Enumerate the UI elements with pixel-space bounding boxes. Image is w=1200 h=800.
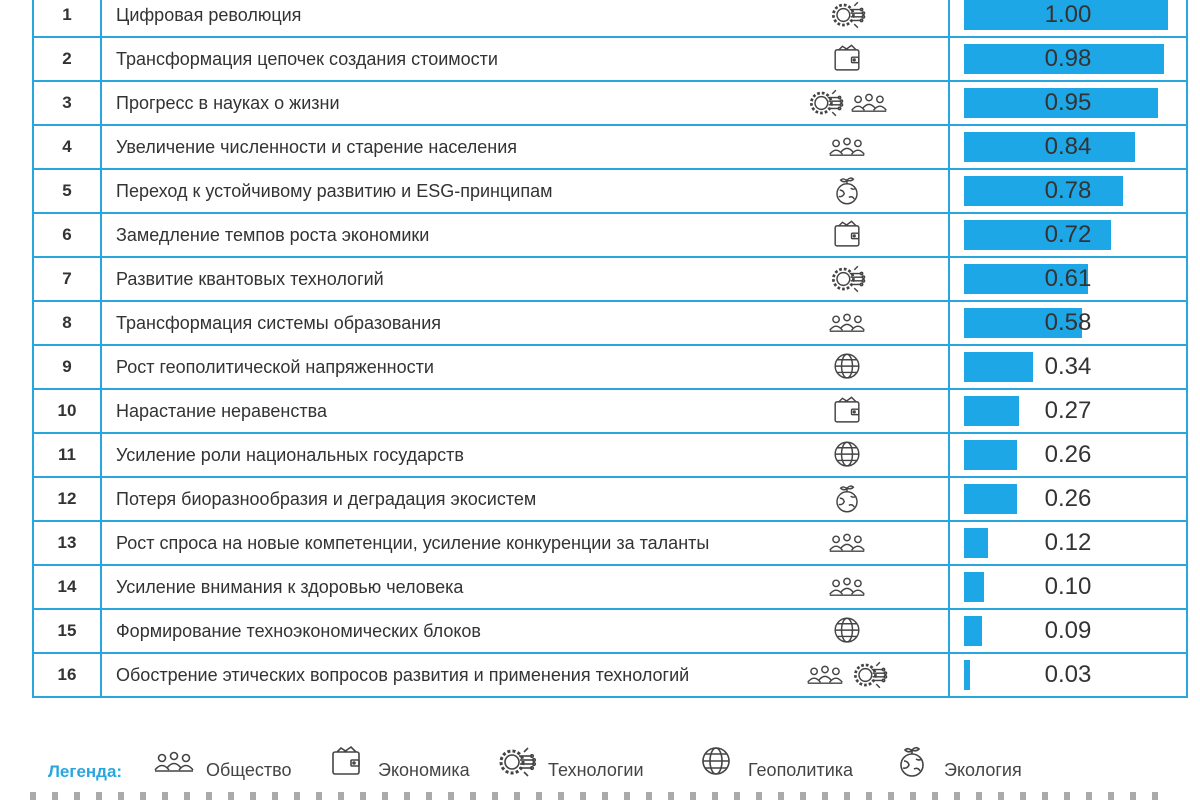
value-bar xyxy=(964,220,1111,250)
table-row xyxy=(33,433,1187,477)
value-bar xyxy=(964,396,1019,426)
trend-name: Формирование техноэкономических блоков xyxy=(116,620,481,641)
value-bar xyxy=(964,0,1168,30)
table-row xyxy=(33,521,1187,565)
category-icons xyxy=(802,38,892,80)
table-row xyxy=(33,213,1187,257)
value-bar xyxy=(964,572,984,602)
category-icons xyxy=(802,258,892,300)
trend-name: Развитие квантовых технологий xyxy=(116,268,384,289)
rank-cell: 10 xyxy=(33,389,101,433)
table-row xyxy=(33,609,1187,653)
trend-name: Обострение этических вопросов развития и применения технологий xyxy=(116,664,690,685)
value-label: 0.58 xyxy=(1044,309,1092,336)
people-icon xyxy=(827,306,867,340)
value-label: 0.27 xyxy=(1044,397,1092,424)
value-bar xyxy=(964,308,1082,338)
value-label: 0.12 xyxy=(1044,529,1092,556)
wallet-icon xyxy=(827,42,867,76)
table-row xyxy=(33,81,1187,125)
trend-name: Увеличение численности и старение населения xyxy=(116,136,518,157)
people-icon xyxy=(805,658,845,692)
value-label: 0.78 xyxy=(1044,177,1092,204)
globe-icon xyxy=(827,350,867,384)
rank-cell: 2 xyxy=(33,37,101,81)
trend-name: Рост спроса на новые компетенции, усиление конкуренции за таланты xyxy=(116,532,710,553)
value-bar xyxy=(964,616,982,646)
trend-name: Потеря биоразнообразия и деградация экосистем xyxy=(116,488,537,509)
value-label: 0.98 xyxy=(1044,45,1092,72)
category-icons xyxy=(802,0,892,36)
category-icons xyxy=(802,390,892,432)
value-bar xyxy=(964,660,970,690)
tech-icon xyxy=(827,0,867,32)
ecology-icon xyxy=(827,174,867,208)
tech-icon xyxy=(827,262,867,296)
value-bar xyxy=(964,528,988,558)
legend xyxy=(48,748,1168,792)
category-icons xyxy=(802,566,892,608)
value-label: 1.00 xyxy=(1044,1,1092,28)
table-row xyxy=(33,389,1187,433)
value-label: 0.95 xyxy=(1044,89,1092,116)
rank-cell: 4 xyxy=(33,125,101,169)
rank-cell: 16 xyxy=(33,653,101,697)
rank-cell: 14 xyxy=(33,565,101,609)
category-icons xyxy=(802,522,892,564)
category-icons xyxy=(802,82,892,124)
value-label: 0.34 xyxy=(1044,353,1092,380)
table-row xyxy=(33,125,1187,169)
rank-cell: 7 xyxy=(33,257,101,301)
category-icons xyxy=(802,478,892,520)
value-label: 0.03 xyxy=(1044,661,1092,688)
trends-table xyxy=(32,0,1188,698)
tech-icon xyxy=(805,86,845,120)
wallet-icon xyxy=(827,218,867,252)
legend-label: Экология xyxy=(944,760,1022,780)
table-row xyxy=(33,345,1187,389)
trend-name: Трансформация цепочек создания стоимости xyxy=(116,48,498,69)
tech-icon xyxy=(849,658,889,692)
ecology-icon xyxy=(827,482,867,516)
people-icon xyxy=(827,570,867,604)
people-icon xyxy=(827,526,867,560)
value-label: 0.61 xyxy=(1044,265,1092,292)
rank-cell: 8 xyxy=(33,301,101,345)
value-bar xyxy=(964,88,1158,118)
legend-label: Геополитика xyxy=(748,760,854,780)
rank-cell: 15 xyxy=(33,609,101,653)
category-icons xyxy=(802,126,892,168)
category-icons xyxy=(802,434,892,476)
value-bar xyxy=(964,484,1017,514)
table-row xyxy=(33,37,1187,81)
value-label: 0.10 xyxy=(1044,573,1092,600)
table-row xyxy=(33,169,1187,213)
trend-name: Прогресс в науках о жизни xyxy=(116,92,340,113)
globe-icon xyxy=(827,614,867,648)
legend-label: Технологии xyxy=(548,760,644,780)
trend-name: Усиление роли национальных государств xyxy=(116,444,464,465)
value-label: 0.84 xyxy=(1044,133,1092,160)
value-bar xyxy=(964,132,1135,162)
trend-name: Нарастание неравенства xyxy=(116,400,327,421)
rank-cell: 12 xyxy=(33,477,101,521)
globe-icon xyxy=(827,438,867,472)
people-icon xyxy=(849,86,889,120)
category-icons xyxy=(802,214,892,256)
category-icons xyxy=(802,654,892,696)
legend-title: Легенда: xyxy=(48,762,123,781)
legend-label: Общество xyxy=(206,760,292,780)
value-label: 0.09 xyxy=(1044,617,1092,644)
legend-label: Экономика xyxy=(378,760,470,780)
value-bar xyxy=(964,440,1017,470)
category-icons xyxy=(802,302,892,344)
trend-name: Рост геополитической напряженности xyxy=(116,356,434,377)
category-icons xyxy=(802,170,892,212)
table-row xyxy=(33,477,1187,521)
value-label: 0.26 xyxy=(1044,485,1092,512)
value-bar xyxy=(964,44,1164,74)
people-icon xyxy=(827,130,867,164)
rank-cell: 11 xyxy=(33,433,101,477)
value-bar xyxy=(964,352,1033,382)
rank-cell: 3 xyxy=(33,81,101,125)
value-bar xyxy=(964,264,1088,294)
table-row xyxy=(33,653,1187,697)
rank-cell: 9 xyxy=(33,345,101,389)
cropped-footer-text xyxy=(30,792,1170,800)
table-row xyxy=(33,301,1187,345)
trend-name: Усиление внимания к здоровью человека xyxy=(116,576,464,597)
rank-cell: 5 xyxy=(33,169,101,213)
trend-name: Замедление темпов роста экономики xyxy=(116,224,430,245)
category-icons xyxy=(802,610,892,652)
value-bar xyxy=(964,176,1123,206)
trend-name: Трансформация системы образования xyxy=(116,312,442,333)
value-label: 0.72 xyxy=(1044,221,1092,248)
trend-name: Цифровая революция xyxy=(116,4,302,25)
category-icons xyxy=(802,346,892,388)
value-label: 0.26 xyxy=(1044,441,1092,468)
table-row xyxy=(33,257,1187,301)
rank-cell: 6 xyxy=(33,213,101,257)
wallet-icon xyxy=(827,394,867,428)
trend-name: Переход к устойчивому развитию и ESG-принципам xyxy=(116,180,553,201)
table-row xyxy=(33,565,1187,609)
rank-cell: 13 xyxy=(33,521,101,565)
rank-cell: 1 xyxy=(33,0,101,37)
table-row xyxy=(33,0,1187,37)
